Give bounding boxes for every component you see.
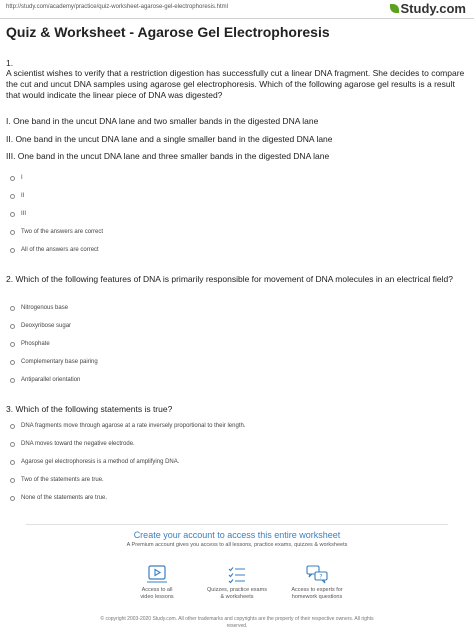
option-label: Complementary base pairing: [21, 359, 98, 365]
question-1-option[interactable]: [10, 193, 24, 199]
feature-label-line: Quizzes, practice exams: [207, 587, 267, 593]
feature-label: [117, 587, 197, 601]
radio-icon[interactable]: [10, 212, 15, 217]
copyright-line: reserved.: [226, 623, 248, 629]
feature-label-line: homework questions: [291, 594, 343, 600]
feature-label-line: Access to all: [141, 587, 173, 593]
feature-label: [197, 587, 277, 601]
question-1-statement: III. One band in the uncut DNA lane and three smaller bands in the digested DNA lane: [6, 151, 330, 161]
option-label: Antiparallel orientation: [21, 377, 81, 383]
feature-video-lessons: [117, 564, 197, 601]
question-1-option[interactable]: [10, 247, 99, 253]
video-lesson-icon: [146, 564, 168, 584]
option-label: Deoxyribose sugar: [21, 323, 72, 329]
question-2-body: Which of the following features of DNA is primarily responsible for movement of DNA molecules in an electrical field?: [15, 274, 453, 284]
question-2-number: 2.: [6, 274, 14, 284]
question-3-text: [6, 404, 468, 415]
option-label: Two of the answers are correct: [21, 229, 104, 235]
question-2-text: [6, 274, 468, 285]
option-label: III: [21, 211, 27, 217]
option-label: None of the statements are true.: [21, 495, 108, 501]
page-url: http://study.com/academy/practice/quiz-worksheet-agarose-gel-electrophoresis.html: [6, 4, 228, 10]
cta-divider: [26, 524, 448, 525]
question-3-body: Which of the following statements is true?: [15, 404, 173, 414]
option-label: Agarose gel electrophoresis is a method of amplifying DNA.: [21, 459, 180, 465]
question-3-option[interactable]: [10, 423, 245, 429]
leaf-icon: [390, 4, 399, 13]
question-2-option[interactable]: [10, 359, 98, 365]
radio-icon[interactable]: [10, 176, 15, 181]
radio-icon[interactable]: [10, 342, 15, 347]
feature-label-line: & worksheets: [220, 594, 254, 600]
radio-icon[interactable]: [10, 424, 15, 429]
option-label: Phosphate: [21, 341, 50, 347]
question-2-option[interactable]: [10, 341, 50, 347]
question-1-number: 1.: [6, 58, 14, 68]
question-1-statement: I. One band in the uncut DNA lane and two smaller bands in the digested DNA lane: [6, 116, 319, 126]
question-3-option[interactable]: [10, 495, 107, 501]
radio-icon[interactable]: [10, 324, 15, 329]
option-label: All of the answers are correct: [21, 247, 99, 253]
svg-text:?: ?: [319, 573, 323, 581]
feature-label-line: Access to experts for: [291, 587, 343, 593]
radio-icon[interactable]: [10, 496, 15, 501]
cta-subtitle: A Premium account gives you access to all lessons, practice exams, quizzes & worksheets: [126, 542, 348, 548]
radio-icon[interactable]: [10, 378, 15, 383]
page-title: Quiz & Worksheet - Agarose Gel Electrophoresis: [6, 24, 330, 40]
question-3-option[interactable]: [10, 441, 135, 447]
option-label: DNA fragments move through agarose at a rate inversely proportional to their length.: [21, 423, 246, 429]
question-3-number: 3.: [6, 404, 14, 414]
option-label: Nitrogenous base: [21, 305, 69, 311]
option-label: Two of the statements are true.: [21, 477, 104, 483]
question-3-option[interactable]: [10, 459, 179, 465]
question-1-option[interactable]: [10, 175, 23, 181]
radio-icon[interactable]: [10, 194, 15, 199]
page-header: [0, 0, 474, 18]
option-label: DNA moves toward the negative electrode.: [21, 441, 135, 447]
radio-icon[interactable]: [10, 248, 15, 253]
create-account-link[interactable]: Create your account to access this entire worksheet: [133, 530, 341, 540]
option-label: II: [21, 193, 25, 199]
question-1-statement: II. One band in the uncut DNA lane and a single smaller band in the digested DNA lane: [6, 134, 333, 144]
question-1-option[interactable]: [10, 229, 103, 235]
copyright-notice: [0, 616, 474, 630]
radio-icon[interactable]: [10, 460, 15, 465]
copyright-line: © copyright 2003-2020 Study.com. All other trademarks and copyrights are the property of their respective owners. All rights: [100, 616, 374, 622]
radio-icon[interactable]: [10, 360, 15, 365]
quiz-checklist-icon: [226, 564, 248, 584]
question-1-option[interactable]: [10, 211, 26, 217]
feature-label-line: video lessons: [140, 594, 174, 600]
question-2-option[interactable]: [10, 305, 68, 311]
header-divider: [0, 18, 474, 19]
question-2-option[interactable]: [10, 377, 80, 383]
feature-label: [277, 587, 357, 601]
radio-icon[interactable]: [10, 306, 15, 311]
chat-bubbles-icon: [305, 564, 329, 584]
feature-experts: [277, 564, 357, 601]
study-logo[interactable]: [390, 1, 467, 16]
feature-quizzes: [197, 564, 277, 601]
option-label: I: [21, 175, 23, 181]
question-3-option[interactable]: [10, 477, 104, 483]
logo-text: Study.com: [400, 1, 466, 16]
radio-icon[interactable]: [10, 442, 15, 447]
radio-icon[interactable]: [10, 230, 15, 235]
question-2-option[interactable]: [10, 323, 71, 329]
question-1-text: A scientist wishes to verify that a restriction digestion has successfully cut a linear DNA fragment. She decides to compare the cut and uncut DNA samples using agarose gel electrophoresis. Which of the following agarose gel results is a result that would indicate the linear piece of DNA was digested?: [6, 68, 465, 100]
radio-icon[interactable]: [10, 478, 15, 483]
